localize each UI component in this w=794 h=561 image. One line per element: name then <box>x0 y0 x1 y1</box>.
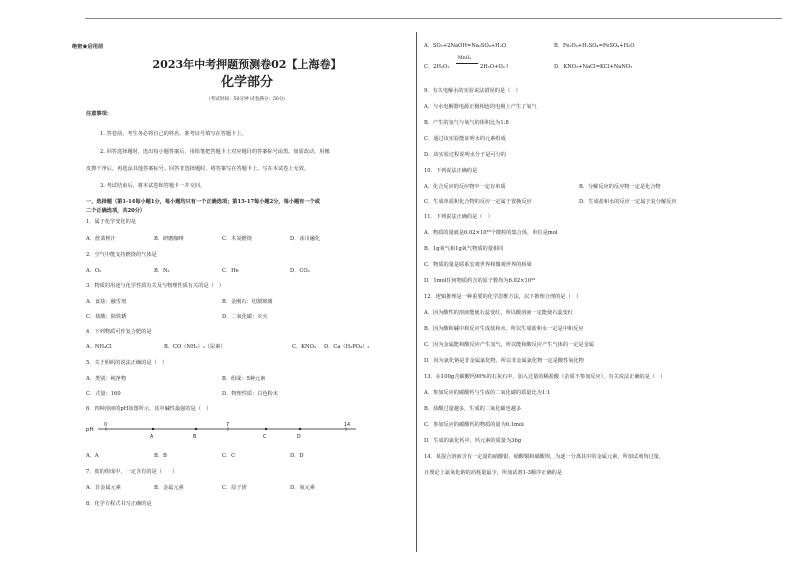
note-1: 1. 答卷前，考生务必将自己的姓名、准考证号填写在答题卡上。 <box>100 131 247 137</box>
ph-tick-0: 0 <box>104 423 108 428</box>
q13-opt-c: C．参加反应的碳酸钙的物质的量为0.1mol <box>424 422 524 428</box>
q11: 11．下列说法正确的是（ ） <box>424 214 493 220</box>
ph-scale-diagram <box>86 422 366 446</box>
q8-opt-a: A．SO₂+2NaOH=Na₂SO₄+H₂O <box>424 43 507 49</box>
q2-opt-c: C．He <box>222 268 239 274</box>
q11-opt-a: A．物质的量就是6.02×10²³个微粒的集合体，单位是mol <box>424 230 558 236</box>
q6: 6．四种溶液的pH如图所示，其中碱性最强的是（ ） <box>86 406 212 412</box>
q3-opt-a: A．食盐：融雪剂 <box>86 299 127 305</box>
q12-opt-a: A．因为酸性的溶液能使石蕊变红，所以酸溶液一定能使石蕊变红 <box>424 310 573 316</box>
q14-line2: 且理论上氯氧化钠的消耗量最少，所加试剂1-3顺序正确的是 <box>424 470 563 476</box>
q8-opt-c-products: 2H₂O+O₂↑ <box>480 64 510 70</box>
q10-opt-d: D．生成盐和水的反应一定属于复分解反应 <box>579 199 677 205</box>
q5-opt-a: A．类别：纯净物 <box>86 376 127 382</box>
q4-opt-d: D．Ca（H₂PO₄）₂ <box>324 344 370 350</box>
q13-opt-b: B．盐酸过量越多，生成的二氧化碳也越多 <box>424 406 522 412</box>
q7-opt-a: A．非金属元素 <box>86 485 121 491</box>
q9-opt-c: C．通过该实验能证明水的元素组成 <box>424 136 506 142</box>
q10-opt-a: A．化合反应的反应物中一定有单质 <box>424 184 506 190</box>
q14-line1: 14．某混合溶液含有一定量的硝酸银、硝酸铜和硝酸钡，为逐一分离其中的金属元素，所加试剂均过量， <box>424 454 665 460</box>
header-rule <box>85 18 782 19</box>
ph-point-a-label: A <box>150 435 154 440</box>
ph-point-d-label: D <box>297 435 301 440</box>
ph-point-a <box>152 428 154 430</box>
section1-line1: 一、选择题（第1-14每小题1分，每小题均只有一个正确选项；第15-17每小题2分，每小题有一个或 <box>86 199 320 205</box>
ph-point-c-label: C <box>263 435 267 440</box>
exam-title: 2023年中考押题预测卷02【上海卷】 <box>152 58 342 71</box>
q6-opt-b: B．B <box>154 453 167 459</box>
q13-opt-d: D．生成的氯化钙中，钙元素的质量为36g <box>424 438 522 444</box>
exam-info: （考试时间：50分钟 试卷满分：50分） <box>205 97 289 102</box>
q6-opt-c: C．C <box>222 453 236 459</box>
q13-opt-a: A．参加反应的碳酸钙与生成的二氧化碳的质量比为1:1 <box>424 390 551 396</box>
q8: 8．化学方程式书写正确的是 <box>86 501 152 507</box>
q12-opt-b: B．因为酸和碱中和反应生成盐和水，所以生成盐和水一定是中和反应 <box>424 326 584 332</box>
q4-opt-b: B．CO（NH₂）₂（尿素） <box>164 344 226 350</box>
q7-opt-d: D．氧元素 <box>290 485 315 491</box>
note-3: 3. 考试结束后，将本试卷和答题卡一并交回。 <box>100 183 206 189</box>
q13: 13．在100g含碳酸钙90%的石灰石中，加入过量的稀盐酸（杂质不参加反应），有关说法正确的是（ ） <box>424 374 666 380</box>
note-2a: 2. 回答选择题时，选出每小题答案后，用铅笔把答题卡上对应题目的答案标号涂黑。如需改动，用橡 <box>100 149 330 155</box>
column-divider <box>416 32 417 552</box>
q8-opt-b: B．Fe₂O₃+H₂SO₄=FeSO₄+H₂O <box>554 43 635 49</box>
ph-tick-14: 14 <box>344 423 351 428</box>
q11-opt-c: C．物质的量是联系宏观世界和微观世界的桥梁 <box>424 262 532 268</box>
q4-opt-c: C．KNO₃ <box>292 344 316 350</box>
q2: 2．空气中能支持燃烧的气体是 <box>86 252 157 258</box>
q8-reaction-arrow <box>456 63 478 64</box>
q12-opt-d: D．因为氯化钠是非金属氯化物，所以非金属氯化物一定是酸性氧化物 <box>424 358 584 364</box>
q3-opt-d: D．二氧化碳：灭火 <box>222 314 268 320</box>
note-2b: 皮擦干净后，再选涂其他答案标号。回答非选择题时，将答案写在答题卡上。写在本试卷上无效。 <box>86 166 310 172</box>
q9: 9．有关电解水的实验说法错误的是（ ） <box>424 88 521 94</box>
q1-opt-a: A．蔗菜榨汁 <box>86 236 116 242</box>
q5-opt-d: D．物理性质：白色粉末 <box>222 391 279 397</box>
q7-opt-b: B．金属元素 <box>154 485 184 491</box>
q2-opt-d: D．CO₂ <box>290 268 310 274</box>
q8-opt-c: C．2H₂O₂ <box>424 64 450 70</box>
q12-opt-c: C．因为金属能和酸反应产生氢气，所以能和酸反应产生气体的一定是金属 <box>424 342 594 348</box>
q9-opt-d: D．该实验过程说明水分子是可分的 <box>424 152 506 158</box>
q10-opt-b: B．分解反应的反应物一定是化合物 <box>579 184 661 190</box>
q5-opt-b: B．组成：5种元素 <box>222 376 266 382</box>
q10-opt-c: C．生成单质和化合物的反应一定属于置换反应 <box>424 199 532 205</box>
q3: 3．物质的用途与化学性质有关及与物理性质有关的是（ ） <box>86 283 225 289</box>
ph-point-c <box>265 428 267 430</box>
q2-opt-a: A．O₂ <box>86 268 102 274</box>
q1-opt-d: D．冰川融化 <box>290 236 321 242</box>
secret-label: 绝密★启用前 <box>72 44 104 50</box>
q7-opt-c: C．原子团 <box>222 485 247 491</box>
q1-opt-c: C．木炭燃烧 <box>222 236 252 242</box>
ph-point-b <box>195 428 197 430</box>
q11-opt-b: B．1g氧气和1g氧气物质的量相同 <box>424 246 504 252</box>
ph-point-d <box>299 428 301 430</box>
q9-opt-b: B．产生的氢气与氧气的体积比为1:8 <box>424 120 509 126</box>
q2-opt-b: B．N₂ <box>154 268 170 274</box>
q6-opt-d: D．D <box>290 453 304 459</box>
q4: 4．下列物质可作复合肥的是 <box>86 329 152 335</box>
q6-opt-a: A．A <box>86 453 99 459</box>
q5-opt-c: C．式量：160 <box>86 391 121 397</box>
q3-opt-c: C．盐酸：除铁锈 <box>86 314 127 320</box>
q9-opt-a: A．与水电解器电源正极相连的电极上产生了氧气 <box>424 104 537 110</box>
q3-opt-b: B．金刚石：切割玻璃 <box>222 299 273 305</box>
section1-line2: 二个正确选项，共20分） <box>86 208 146 214</box>
q8-opt-d: D．KNO₃+NaCl=KCl+NaNO₃ <box>554 64 633 70</box>
ph-label: pH <box>86 427 94 433</box>
q4-opt-a: A．NH₄Cl <box>86 344 112 350</box>
q1-opt-b: B．研磨咖啡 <box>154 236 184 242</box>
subject-title: 化学部分 <box>220 75 273 90</box>
ph-point-b-label: B <box>193 435 197 440</box>
ph-tick-7: 7 <box>226 423 230 428</box>
q7: 7．盐的组成中，一定含有的是（ ） <box>86 469 178 475</box>
q8-opt-c-catalyst: MnO₂ <box>458 56 472 61</box>
notes-heading: 注意事项： <box>86 111 112 117</box>
q5: 5．关于胆矾的说法正确的是（ ） <box>86 360 168 366</box>
q11-opt-d: D．1mol任何物质约含的原子数均为6.02×10²³ <box>424 278 536 284</box>
q1: 1．属于化学变化的是 <box>86 219 136 225</box>
q12: 12．逻辑推理是一种重要的化学思维方法，以下推理合理的是（ ） <box>424 294 582 300</box>
q10: 10．下列说法正确的是 <box>424 168 478 174</box>
